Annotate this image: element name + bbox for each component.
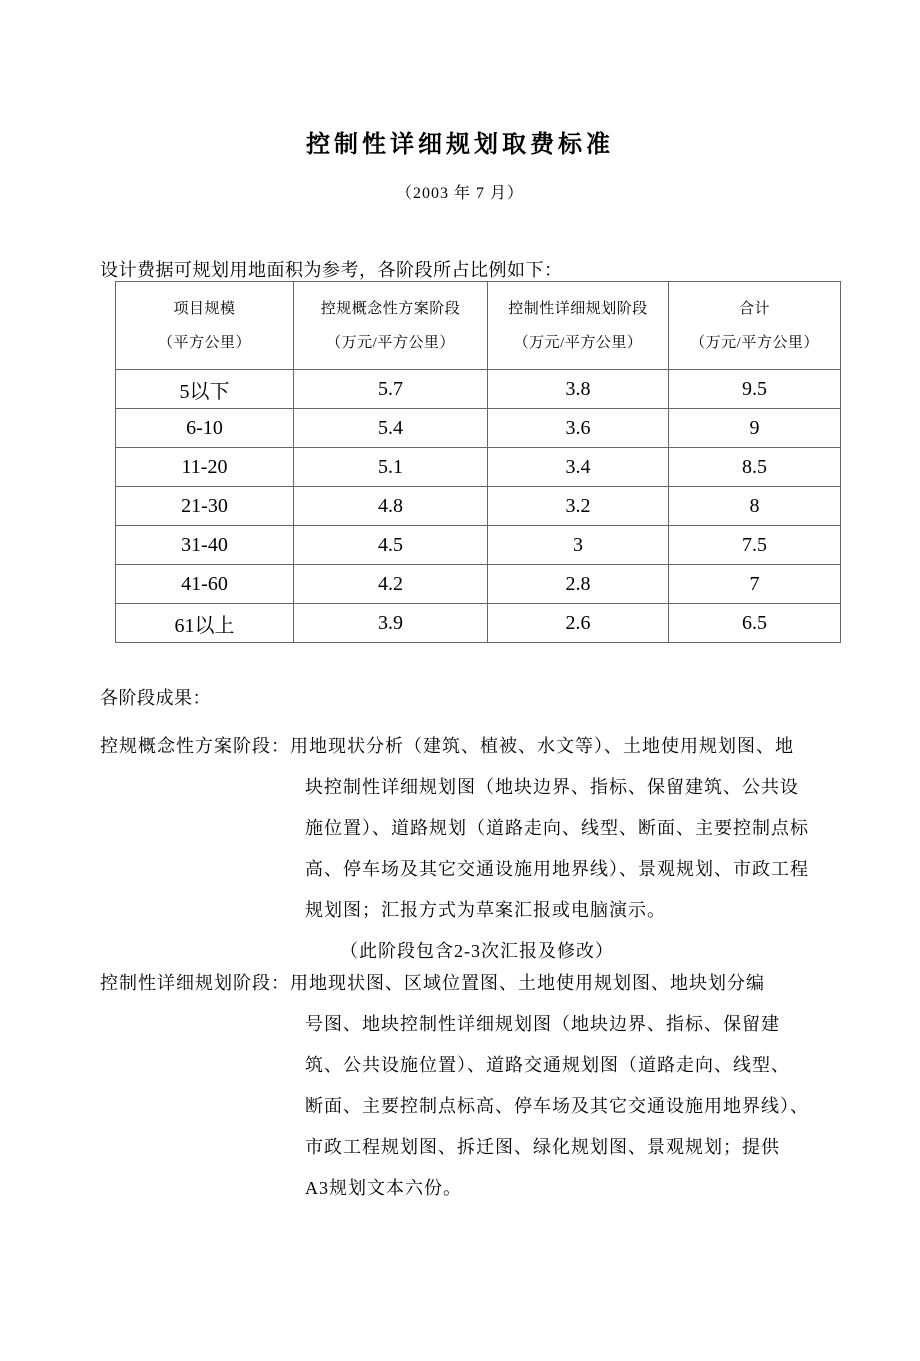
phase1-paragraph bbox=[100, 726, 809, 972]
intro-text: 设计费据可规划用地面积为参考，各阶段所占比例如下： bbox=[100, 260, 563, 280]
phase2-line-3: 筑、公共设施位置）、道路交通规划图（道路走向、线型、 bbox=[305, 1055, 790, 1075]
results-heading: 各阶段成果： bbox=[100, 688, 211, 708]
table-cell: 4.2 bbox=[294, 565, 488, 604]
phase2-line-2: 号图、地块控制性详细规划图（地块边界、指标、保留建 bbox=[305, 1014, 780, 1034]
table-cell: 3 bbox=[488, 526, 669, 565]
table-row bbox=[116, 604, 841, 643]
phase1-line-5: 规划图；汇报方式为草案汇报或电脑演示。 bbox=[305, 900, 666, 920]
phase1-line-3: 施位置）、道路规划（道路走向、线型、断面、主要控制点标 bbox=[305, 818, 809, 838]
header-cell-detailed-phase bbox=[488, 282, 669, 370]
phase1-line-2: 块控制性详细规划图（地块边界、指标、保留建筑、公共设 bbox=[305, 777, 799, 797]
phase1-line-4: 高、停车场及其它交通设施用地界线）、景观规划、市政工程 bbox=[305, 859, 809, 879]
header-title: 项目规模 bbox=[173, 300, 236, 317]
table-cell: 5.7 bbox=[294, 370, 488, 409]
header-title: 控制性详细规划阶段 bbox=[508, 300, 648, 317]
table-cell: 3.6 bbox=[488, 409, 669, 448]
table-cell: 3.8 bbox=[488, 370, 669, 409]
table-cell: 3.9 bbox=[294, 604, 488, 643]
header-cell-total bbox=[669, 282, 841, 370]
table-cell: 9 bbox=[669, 409, 841, 448]
phase2-line-1-text: 用地现状图、区域位置图、土地使用规划图、地块划分编 bbox=[290, 973, 765, 993]
table-cell: 4.8 bbox=[294, 487, 488, 526]
header-unit: （万元/平方公里） bbox=[513, 334, 643, 351]
header-title: 控规概念性方案阶段 bbox=[320, 300, 461, 317]
table-cell: 31-40 bbox=[116, 526, 294, 565]
table-row bbox=[116, 409, 841, 448]
table-cell: 21-30 bbox=[116, 487, 294, 526]
document-title: 控制性详细规划取费标准 bbox=[306, 131, 614, 158]
table-cell: 41-60 bbox=[116, 565, 294, 604]
phase1-note: （此阶段包含2-3次汇报及修改） bbox=[340, 941, 614, 961]
phase1-line-1-text: 用地现状分析（建筑、植被、水文等）、土地使用规划图、地 bbox=[290, 736, 794, 756]
table-cell: 7.5 bbox=[669, 526, 841, 565]
document-date: （2003 年 7 月） bbox=[395, 185, 524, 202]
table-cell: 6-10 bbox=[116, 409, 294, 448]
header-cell-concept-phase bbox=[294, 282, 488, 370]
phase2-line-4: 断面、主要控制点标高、停车场及其它交通设施用地界线）、 bbox=[305, 1096, 809, 1116]
table-row bbox=[116, 487, 841, 526]
header-unit: （平方公里） bbox=[157, 334, 251, 351]
table-cell: 2.6 bbox=[488, 604, 669, 643]
table-cell: 3.4 bbox=[488, 448, 669, 487]
phase2-paragraph bbox=[100, 963, 809, 1209]
header-unit: （万元/平方公里） bbox=[326, 334, 455, 351]
header-title: 合计 bbox=[738, 300, 770, 317]
table-cell: 8 bbox=[669, 487, 841, 526]
table-row bbox=[116, 526, 841, 565]
header-cell-project-scale bbox=[116, 282, 294, 370]
phase2-line-6: A3规划文本六份。 bbox=[305, 1178, 462, 1198]
phase2-line-1 bbox=[100, 963, 809, 1004]
table-cell: 4.5 bbox=[294, 526, 488, 565]
table-cell: 6.5 bbox=[669, 604, 841, 643]
table-cell: 3.2 bbox=[488, 487, 669, 526]
phase1-label: 控规概念性方案阶段： bbox=[100, 736, 290, 756]
phase1-line-1 bbox=[100, 726, 809, 767]
table-cell: 5.4 bbox=[294, 409, 488, 448]
table-cell: 11-20 bbox=[116, 448, 294, 487]
table-cell: 5以下 bbox=[116, 370, 294, 409]
phase2-label: 控制性详细规划阶段： bbox=[100, 973, 290, 993]
table-cell: 5.1 bbox=[294, 448, 488, 487]
table-cell: 61以上 bbox=[116, 604, 294, 643]
table-cell: 9.5 bbox=[669, 370, 841, 409]
table-row bbox=[116, 448, 841, 487]
table-cell: 8.5 bbox=[669, 448, 841, 487]
table-cell: 2.8 bbox=[488, 565, 669, 604]
header-unit: （万元/平方公里） bbox=[690, 334, 819, 351]
table-header-row bbox=[116, 282, 841, 370]
phase2-line-5: 市政工程规划图、拆迁图、绿化规划图、景观规划；提供 bbox=[305, 1137, 780, 1157]
table-row bbox=[116, 370, 841, 409]
table-row bbox=[116, 565, 841, 604]
fee-table bbox=[115, 281, 841, 643]
table-cell: 7 bbox=[669, 565, 841, 604]
